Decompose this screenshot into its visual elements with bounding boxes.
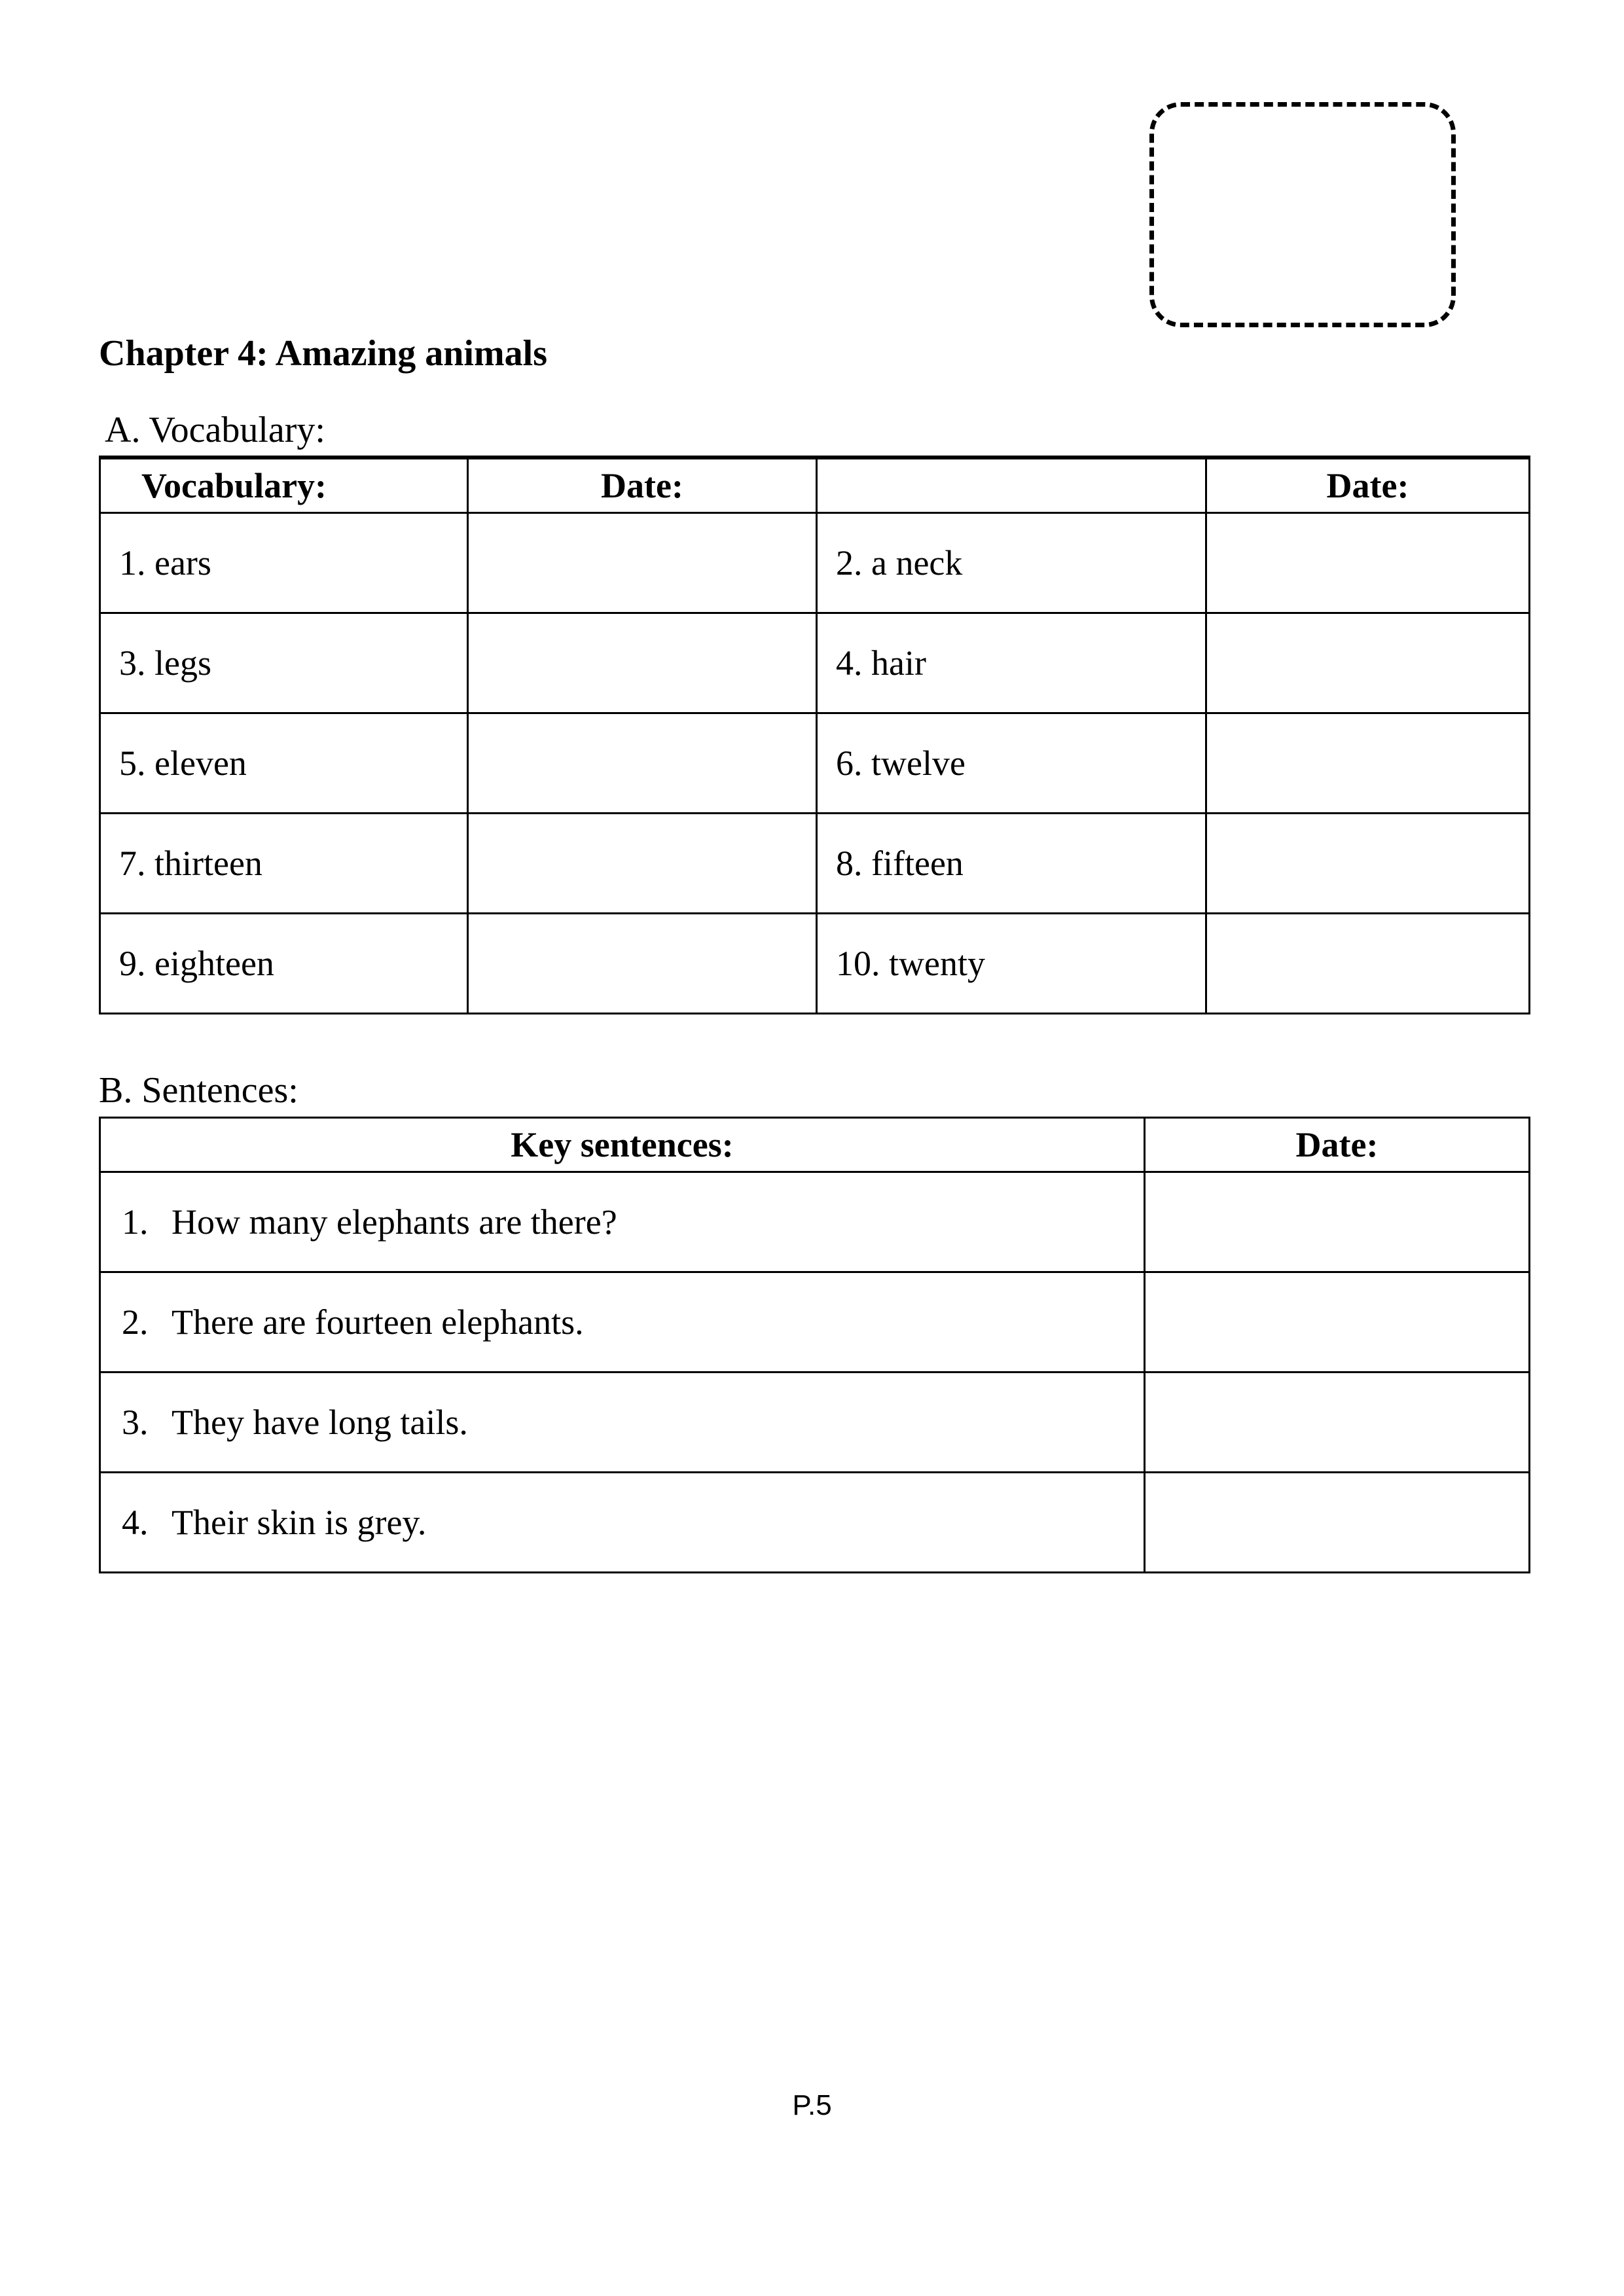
table-row <box>100 613 1530 713</box>
vocabulary-word: 3. legs <box>100 613 468 713</box>
section-a-label: A. Vocabulary: <box>105 410 325 450</box>
sentence-cell <box>100 1172 1145 1272</box>
date-cell[interactable] <box>1206 613 1530 713</box>
vocabulary-word: 1. ears <box>100 513 468 613</box>
vocabulary-word: 2. a neck <box>817 513 1206 613</box>
date-cell[interactable] <box>1206 914 1530 1014</box>
vocabulary-word: 8. fifteen <box>817 814 1206 914</box>
vocabulary-header-blank <box>817 457 1206 513</box>
chapter-title: Chapter 4: Amazing animals <box>99 333 547 374</box>
table-row <box>100 1372 1530 1473</box>
vocabulary-word: 4. hair <box>817 613 1206 713</box>
sentence-text: Their skin is grey. <box>171 1503 427 1542</box>
sentences-header-row <box>100 1118 1530 1172</box>
date-header: Date: <box>1145 1118 1530 1172</box>
vocabulary-word: 9. eighteen <box>100 914 468 1014</box>
key-sentences-header: Key sentences: <box>100 1118 1145 1172</box>
date-cell[interactable] <box>1145 1473 1530 1573</box>
page-number: P.5 <box>792 2089 832 2121</box>
sentence-number: 3. <box>122 1403 149 1442</box>
vocabulary-word: 7. thirteen <box>100 814 468 914</box>
sentence-cell <box>100 1272 1145 1372</box>
date-cell[interactable] <box>1206 713 1530 814</box>
sentence-cell <box>100 1372 1145 1473</box>
date-cell[interactable] <box>468 713 817 814</box>
vocabulary-word: 5. eleven <box>100 713 468 814</box>
date-cell[interactable] <box>1206 814 1530 914</box>
table-row <box>100 914 1530 1014</box>
table-row <box>100 713 1530 814</box>
vocabulary-table <box>99 456 1530 1014</box>
date-cell[interactable] <box>1145 1272 1530 1372</box>
date-cell[interactable] <box>468 513 817 613</box>
sentence-text: There are fourteen elephants. <box>171 1302 584 1342</box>
sentence-text: They have long tails. <box>171 1403 468 1442</box>
date-cell[interactable] <box>468 613 817 713</box>
vocabulary-word: 10. twenty <box>817 914 1206 1014</box>
date-cell[interactable] <box>1145 1372 1530 1473</box>
vocabulary-header-row <box>100 457 1530 513</box>
sentence-cell <box>100 1473 1145 1573</box>
vocabulary-header: Vocabulary: <box>100 457 468 513</box>
date-cell[interactable] <box>468 814 817 914</box>
sentence-number: 2. <box>122 1302 149 1342</box>
table-row <box>100 1473 1530 1573</box>
date-cell[interactable] <box>468 914 817 1014</box>
sentence-number: 4. <box>122 1503 149 1542</box>
sentence-number: 1. <box>122 1202 149 1242</box>
table-row <box>100 513 1530 613</box>
date-cell[interactable] <box>1145 1172 1530 1272</box>
stamp-box <box>1149 102 1456 327</box>
table-row <box>100 1272 1530 1372</box>
sentences-table <box>99 1117 1530 1573</box>
section-b-label: B. Sentences: <box>99 1070 298 1111</box>
date-cell[interactable] <box>1206 513 1530 613</box>
vocabulary-word: 6. twelve <box>817 713 1206 814</box>
date-header: Date: <box>1206 457 1530 513</box>
table-row <box>100 814 1530 914</box>
date-header: Date: <box>468 457 817 513</box>
table-row <box>100 1172 1530 1272</box>
sentence-text: How many elephants are there? <box>171 1202 617 1242</box>
